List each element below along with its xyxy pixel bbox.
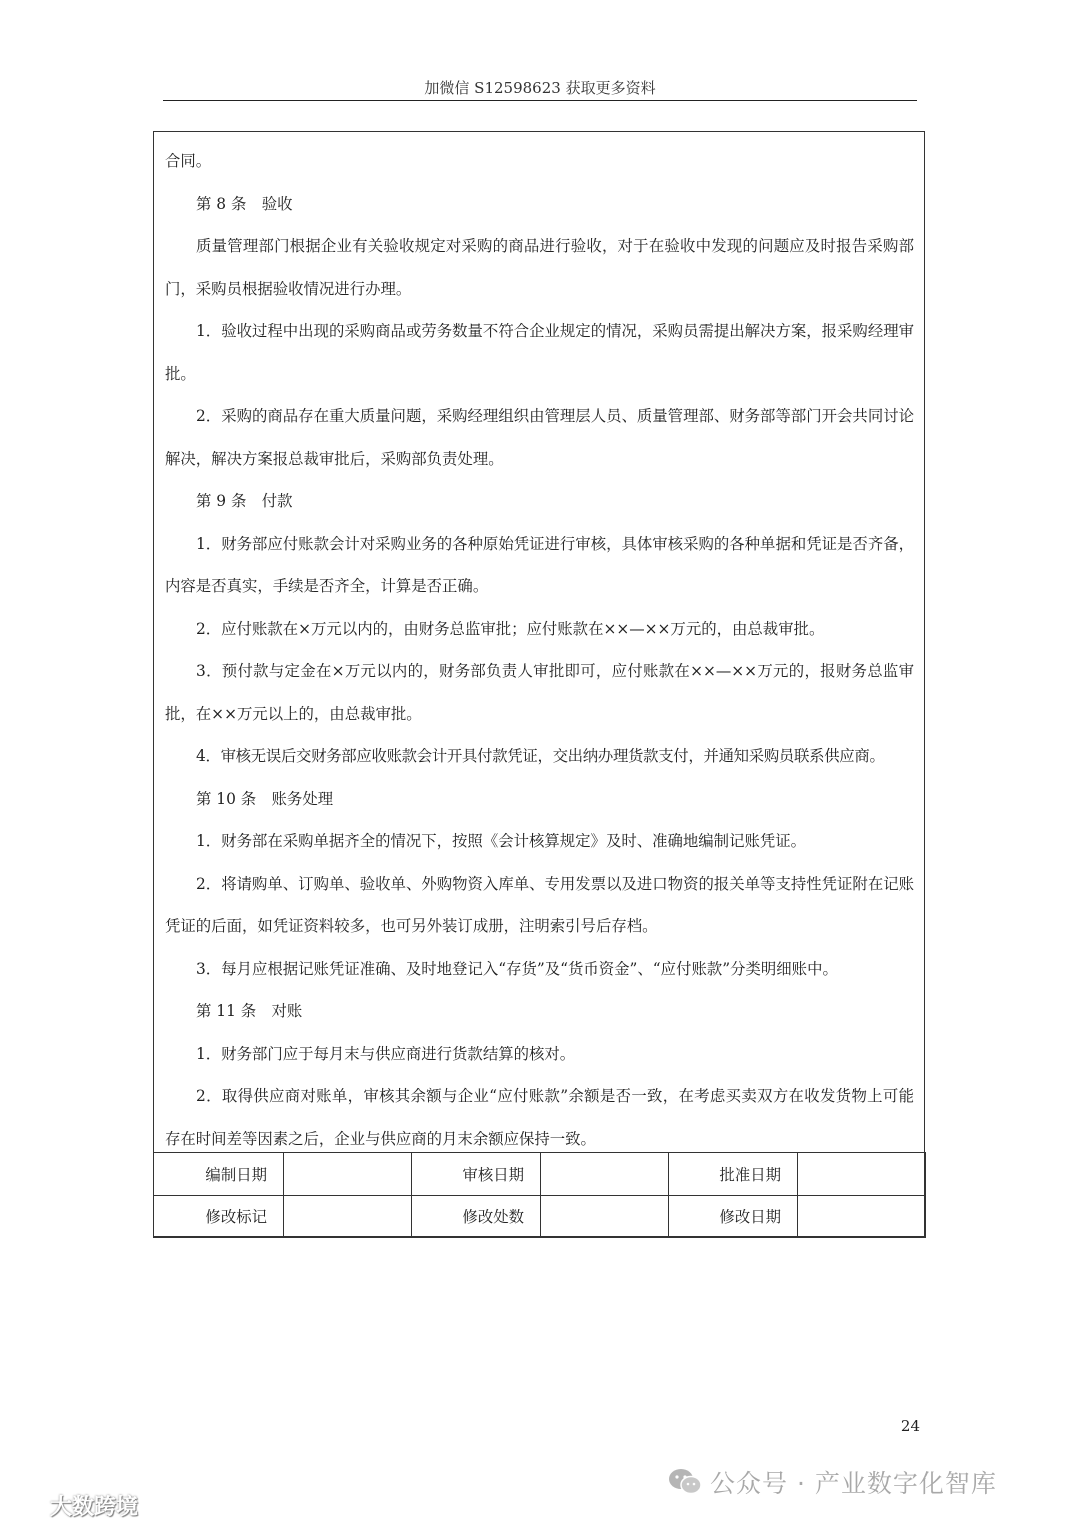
watermark-right xyxy=(668,1462,997,1502)
article-heading: 第 9 条 付款 xyxy=(196,492,293,510)
header-rule xyxy=(163,100,917,101)
compile-date-value xyxy=(284,1153,412,1196)
paragraph: 1．验收过程中出现的采购商品或劳务数量不符合企业规定的情况，采购员需提出解决方案，报采购经理审批。 xyxy=(165,322,914,383)
approval-date-value xyxy=(798,1153,926,1196)
review-date-value xyxy=(541,1153,669,1196)
revision-date-label: 修改日期 xyxy=(669,1195,798,1238)
article-heading: 第 8 条 验收 xyxy=(196,194,293,213)
paragraph: 1．财务部应付账款会计对采购业务的各种原始凭证进行审核，具体审核采购的各种单据和凭证是否齐备，内容是否真实，手续是否齐全，计算是否正确。 xyxy=(165,534,914,595)
revision-date-value xyxy=(798,1195,926,1238)
paragraph: 2．取得供应商对账单，审核其余额与企业“应付账款”余额是否一致，在考虑买卖双方在收发货物上可能存在时间差等因素之后，企业与供应商的月末余额应保持一致。 xyxy=(165,1087,914,1148)
approval-table xyxy=(153,1152,926,1238)
paragraph: 1．财务部在采购单据齐全的情况下，按照《会计核算规定》及时、准确地编制记账凭证。 xyxy=(196,832,807,850)
watermark-right-text: 公众号 · 产业数字化智库 xyxy=(710,1469,997,1498)
document-frame xyxy=(153,131,925,1237)
article-heading: 第 10 条 账务处理 xyxy=(196,789,334,808)
page-header: 加微信 S12598623 获取更多资料 xyxy=(424,79,656,97)
article-heading: 第 11 条 对账 xyxy=(196,1002,303,1020)
compile-date-label: 编制日期 xyxy=(154,1153,284,1196)
paragraph: 2．应付账款在×万元以内的，由财务总监审批；应付账款在××—××万元的，由总裁审批。 xyxy=(196,619,825,638)
approval-date-label: 批准日期 xyxy=(669,1153,798,1196)
paragraph: 3．每月应根据记账凭证准确、及时地登记入“存货”及“货币资金”、“应付账款”分类明细账中。 xyxy=(196,959,838,978)
revision-count-label: 修改处数 xyxy=(412,1195,541,1238)
table-row xyxy=(154,1195,926,1238)
article-body xyxy=(154,132,924,1152)
revision-mark-value xyxy=(284,1195,412,1238)
watermark-left xyxy=(6,1489,138,1521)
paragraph: 合同。 xyxy=(165,152,212,170)
logo-mark-icon xyxy=(6,1492,46,1518)
paragraph: 1．财务部门应于每月末与供应商进行货款结算的核对。 xyxy=(196,1044,576,1063)
page-number: 24 xyxy=(900,1417,920,1435)
paragraph: 2．将请购单、订购单、验收单、外购物资入库单、专用发票以及进口物资的报关单等支持性凭证附在记账凭证的后面，如凭证资料较多，也可另外装订成册，注明索引号后存档。 xyxy=(165,874,914,935)
watermark-left-text: 大数跨境 xyxy=(50,1494,139,1520)
paragraph: 质量管理部门根据企业有关验收规定对采购的商品进行验收，对于在验收中发现的问题应及时报告采购部门，采购员根据验收情况进行办理。 xyxy=(165,237,914,298)
table-row xyxy=(154,1153,926,1196)
revision-mark-label: 修改标记 xyxy=(154,1195,284,1238)
paragraph: 4．审核无误后交财务部应收账款会计开具付款凭证，交出纳办理货款支付，并通知采购员联系供应商。 xyxy=(196,747,885,765)
paragraph: 2．采购的商品存在重大质量问题，采购经理组织由管理层人员、质量管理部、财务部等部门开会共同讨论解决，解决方案报总裁审批后，采购部负责处理。 xyxy=(165,407,914,468)
wechat-icon xyxy=(668,1468,702,1496)
review-date-label: 审核日期 xyxy=(412,1153,541,1196)
revision-count-value xyxy=(541,1195,669,1238)
paragraph: 3．预付款与定金在×万元以内的，财务部负责人审批即可，应付账款在××—××万元的，报财务总监审批，在××万元以上的，由总裁审批。 xyxy=(165,662,914,723)
